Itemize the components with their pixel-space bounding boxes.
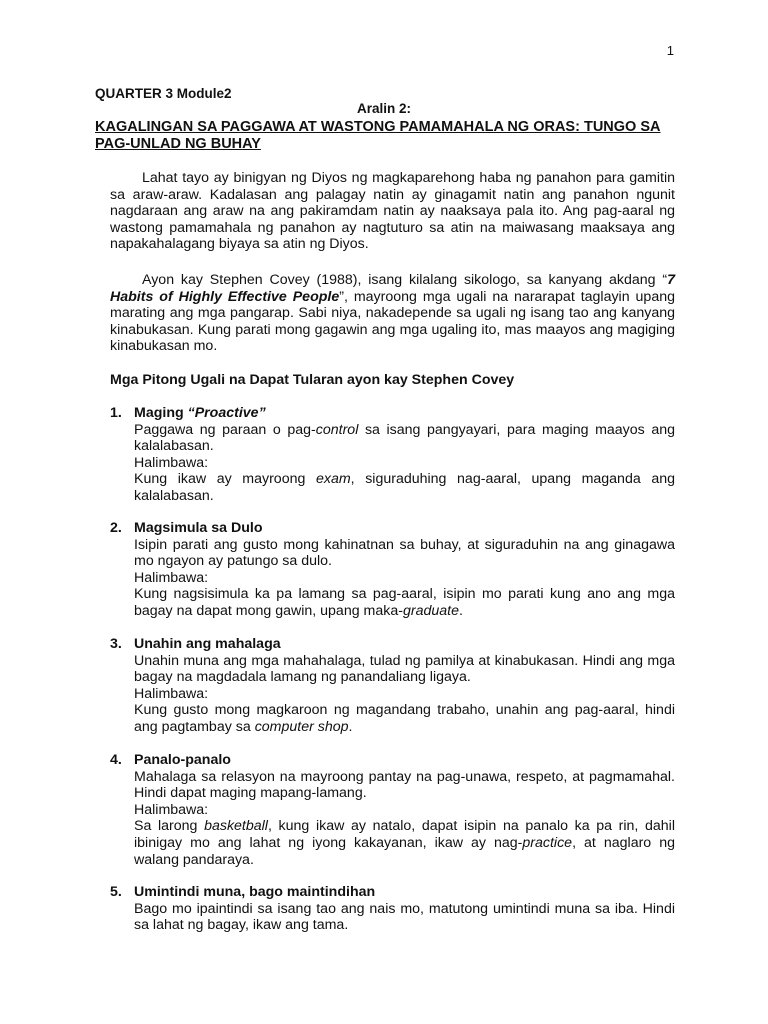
habit-item-2 <box>110 520 675 620</box>
example-italic: exam <box>315 471 351 488</box>
covey-text-after: ”, mayroong mga ugali na nararapat taglayin upang marating ang mga pangarap. Sabi niya, nakadepende sa ugali ng isang tao ang kanyang kinabukasan. Kung parati mong gagawin ang mga ugaling ito, mas maayos ang magiging kinabukasan mo. <box>110 288 675 355</box>
example-italic: computer shop <box>254 718 349 735</box>
desc-part: Paggawa ng paraan o pag- <box>134 421 316 438</box>
quarter-label: QUARTER 3 Module2 <box>95 86 232 101</box>
example-part: Kung nagsisimula ka pa lamang sa pag-aaral, isipin mo parati kung ano ang mga bagay na dapat mong gawin, upang maka- <box>134 586 675 619</box>
example-part: , at naglaro ng walang pandaraya. <box>134 834 675 868</box>
example-label: Halimbawa: <box>134 569 209 586</box>
habit-description <box>134 422 675 455</box>
book-title: 7 Habits of Highly Effective People <box>110 272 675 305</box>
habits-heading: Mga Pitong Ugali na Dapat Tularan ayon kay Stephen Covey <box>110 372 515 388</box>
habit-number: 1. <box>110 405 122 421</box>
habit-description: Mahalaga sa relasyon na mayroong pantay na pag-unawa, respeto, at pagmamahal. Hindi dapat maging mapang-lamang. <box>134 768 675 802</box>
example-part: Sa larong <box>134 818 205 835</box>
habit-description: Unahin muna ang mga mahahalaga, tulad ng pamilya at kinabukasan. Hindi ang mga bagay na magdadala lamang ng panandaliang ligaya. <box>134 652 675 686</box>
covey-paragraph <box>110 272 675 355</box>
intro-paragraph: Lahat tayo ay binigyan ng Diyos ng magkaparehong haba ng panahon para gamitin sa araw-araw. Kadalasan ang palagay natin ay ginagamit natin ang panahon ngunit nagdaraan ang araw na ang pakiramdam natin ay naaksaya pala ito. Ang pag-aaral ng wastong pamamahala ng panahon ay nagtuturo sa atin na maiwasang maaksaya ang napakahalagang biyaya sa atin ng Diyos. <box>110 170 675 253</box>
habit-number: 4. <box>110 752 122 768</box>
example-part: Kung gusto mong magkaroon ng magandang trabaho, unahin ang pag-aaral, hindi ang pagtambay sa <box>134 702 675 735</box>
covey-text-before: Ayon kay Stephen Covey (1988), isang kilalang sikologo, sa kanyang akdang “ <box>142 272 668 288</box>
example-part: Kung ikaw ay mayroong <box>134 471 316 488</box>
example-part: , siguraduhing nag-aaral, upang maganda ang kalalabasan. <box>134 471 675 504</box>
example-italic: graduate <box>402 602 459 619</box>
habit-item-3 <box>110 636 675 736</box>
habit-number: 2. <box>110 520 122 536</box>
habit-description: Isipin parati ang gusto mong kahinatnan sa buhay, at siguraduhin na ang ginagawa mo ngayon ay patungo sa dulo. <box>134 536 675 570</box>
example-italic: basketball <box>204 818 268 835</box>
example-label: Halimbawa: <box>134 801 209 818</box>
habit-title: Umintindi muna, bago maintindihan <box>134 884 376 900</box>
habit-item-4 <box>110 752 675 868</box>
habit-number: 5. <box>110 884 122 900</box>
document-title: KAGALINGAN SA PAGGAWA AT WASTONG PAMAMAHALA NG ORAS: TUNGO SA PAG-UNLAD NG BUHAY <box>95 119 661 152</box>
habit-example <box>134 586 675 619</box>
page-number: 1 <box>666 43 674 58</box>
habit-number: 3. <box>110 636 122 652</box>
habit-title: Panalo-panalo <box>134 752 231 768</box>
habit-title: Magsimula sa Dulo <box>134 520 263 536</box>
example-part: , kung ikaw ay natalo, dapat isipin na panalo ka pa rin, dahil ibinigay mo ang lahat ng iyong kakayanan, ikaw ay nag- <box>134 818 675 851</box>
lesson-label: Aralin 2: <box>356 101 411 116</box>
habit-item-1 <box>110 405 675 505</box>
habit-item-5 <box>110 884 675 934</box>
habit-example <box>134 818 675 868</box>
habit-description: Bago mo ipaintindi sa isang tao ang nais mo, matutong umintindi muna sa iba. Hindi sa lahat ng bagay, ikaw ang tama. <box>134 900 675 934</box>
desc-part: sa isang pangyayari, para maging maayos ang kalalabasan. <box>134 421 676 455</box>
habit-title: Unahin ang mahalaga <box>134 636 281 652</box>
habit-title <box>134 405 675 422</box>
example-label: Halimbawa: <box>134 454 209 471</box>
example-italic: practice <box>522 834 573 851</box>
desc-italic: control <box>315 421 359 438</box>
habit-title-italic: “Proactive” <box>187 405 266 421</box>
habit-example <box>134 471 675 504</box>
example-label: Halimbawa: <box>134 685 209 702</box>
example-part: . <box>458 602 463 619</box>
example-part: . <box>348 718 353 735</box>
habit-example <box>134 702 675 735</box>
habit-title-text: Maging <box>134 405 188 421</box>
